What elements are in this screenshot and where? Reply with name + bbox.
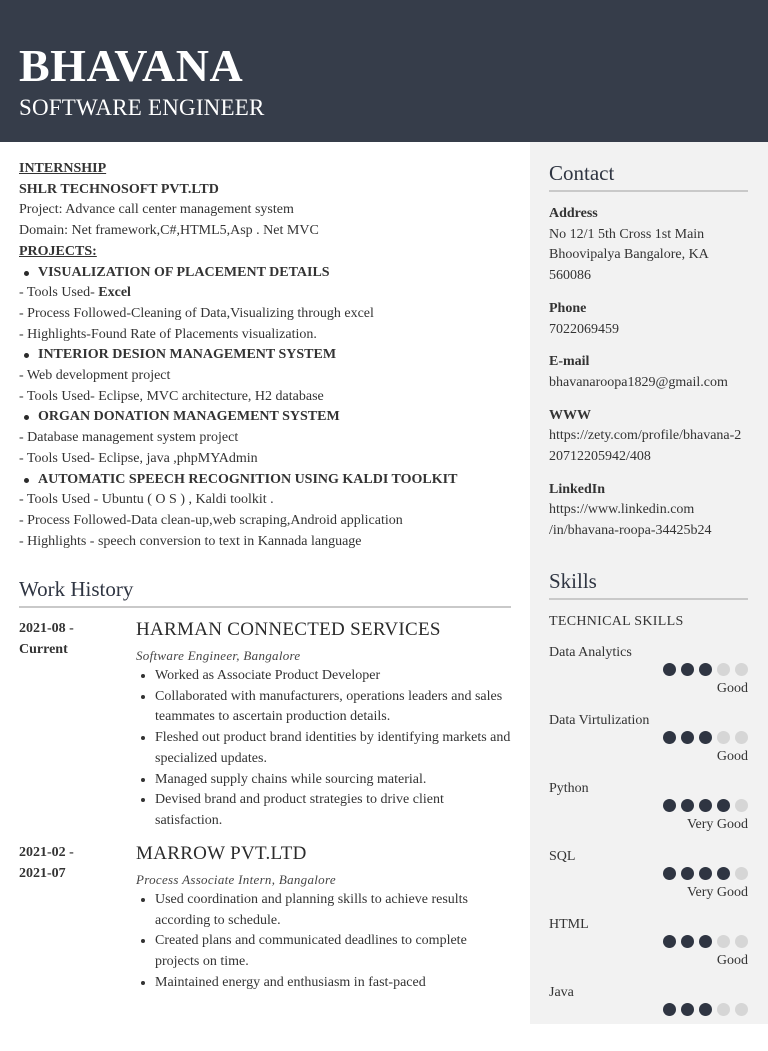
rating-dot-filled: [699, 1003, 712, 1016]
technical-skills-subtitle: TECHNICAL SKILLS: [549, 613, 684, 629]
rating-dot-filled: [699, 935, 712, 948]
rating-dot-filled: [681, 731, 694, 744]
rating-dot-empty: [717, 731, 730, 744]
skill-item: [549, 983, 748, 1051]
resume-header: [0, 0, 768, 142]
linkedin-label: LinkedIn: [549, 481, 606, 497]
job-company: HARMAN CONNECTED SERVICES: [136, 619, 441, 640]
project-detail: - Web development project: [19, 368, 171, 384]
internship-company: SHLR TECHNOSOFT PVT.LTD: [19, 181, 219, 197]
job-date-end: 2021-07: [19, 865, 66, 881]
internship-heading: INTERNSHIP: [19, 161, 107, 176]
project-title: AUTOMATIC SPEECH RECOGNITION USING KALDI TOOLKIT: [19, 470, 511, 491]
skill-name: HTML: [549, 916, 589, 932]
address-value: No 12/1 5th Cross 1st Main Bhoovipalya Bangalore, KA 560086: [549, 226, 709, 284]
www-link[interactable]: https://zety.com/profile/bhavana-220712205942/408: [549, 428, 742, 465]
skills-title: Skills: [549, 568, 748, 600]
job-bullet: • Collaborated with manufacturers, operations leaders and sales teammates to ascertain production details.: [155, 687, 511, 728]
skill-item: [549, 915, 748, 983]
job-date-end: Current: [19, 641, 68, 657]
rating-dot-empty: [735, 731, 748, 744]
rating-dot-filled: [699, 663, 712, 676]
project-detail: - Tools Used- Eclipse, MVC architecture, H2 database: [19, 388, 324, 404]
skills-list: [549, 643, 748, 1051]
job-bullet: • Managed supply chains while sourcing material.: [155, 770, 511, 791]
domain-line: Domain: Net framework,C#,HTML5,Asp . Net MVC: [19, 223, 319, 239]
job-date-start: 2021-02 -: [19, 845, 74, 860]
phone-value: 7022069459: [549, 321, 619, 337]
skill-item: [549, 847, 748, 915]
job-bullet: • Worked as Associate Product Developer: [155, 666, 511, 687]
skill-item: [549, 711, 748, 779]
rating-dot-filled: [681, 1003, 694, 1016]
skill-level: Good: [716, 680, 748, 696]
project-title: VISUALIZATION OF PLACEMENT DETAILS: [19, 263, 511, 284]
rating-dot-empty: [735, 663, 748, 676]
skill-level: Good: [716, 952, 748, 968]
project-title: INTERIOR DESION MANAGEMENT SYSTEM: [19, 345, 511, 366]
rating-dot-filled: [681, 867, 694, 880]
job-bullets: [136, 666, 511, 832]
rating-dot-empty: [735, 867, 748, 880]
address-label: Address: [549, 206, 598, 221]
skill-rating-dots: [658, 663, 748, 677]
job-role: Software Engineer, Bangalore: [136, 648, 301, 663]
rating-dot-filled: [717, 799, 730, 812]
job-date-start: 2021-08 -: [19, 621, 74, 636]
job-role: Process Associate Intern, Bangalore: [136, 872, 336, 887]
candidate-name: BHAVANA: [19, 40, 244, 91]
candidate-title: SOFTWARE ENGINEER: [19, 95, 265, 120]
rating-dot-filled: [663, 935, 676, 948]
rating-dot-filled: [681, 663, 694, 676]
work-history-title: Work History: [19, 576, 511, 608]
job-company: MARROW PVT.LTD: [136, 843, 307, 864]
rating-dot-filled: [699, 731, 712, 744]
rating-dot-filled: [681, 935, 694, 948]
project-title: ORGAN DONATION MANAGEMENT SYSTEM: [19, 407, 511, 428]
intro-section: [19, 159, 511, 552]
rating-dot-filled: [699, 799, 712, 812]
skill-name: Python: [549, 780, 589, 796]
www-label: WWW: [549, 407, 591, 423]
job-bullet: • Used coordination and planning skills to achieve results according to schedule.: [155, 890, 511, 931]
skill-rating-dots: [658, 935, 748, 949]
skill-rating-dots: [658, 731, 748, 745]
rating-dot-empty: [717, 1003, 730, 1016]
linkedin-link[interactable]: https://www.linkedin.com /in/bhavana-roopa-34425b24: [549, 502, 712, 539]
skill-name: Data Virtulization: [549, 712, 650, 728]
rating-dot-filled: [663, 731, 676, 744]
job-dates: [19, 843, 119, 884]
rating-dot-filled: [663, 867, 676, 880]
skill-rating-dots: [658, 799, 748, 813]
rating-dot-empty: [735, 1003, 748, 1016]
rating-dot-empty: [735, 799, 748, 812]
sidebar: [530, 142, 768, 1024]
skill-name: Java: [549, 984, 574, 1000]
rating-dot-filled: [663, 799, 676, 812]
email-label: E-mail: [549, 354, 590, 370]
project-detail: - Highlights - speech conversion to text in Kannada language: [19, 533, 362, 549]
projects-heading: PROJECTS:: [19, 243, 97, 259]
skill-rating-dots: [658, 1003, 748, 1017]
job-bullet: • Fleshed out product brand identities by identifying markets and specialized updates.: [155, 728, 511, 769]
skill-name: Data Analytics: [549, 644, 632, 660]
job-bullet: • Created plans and communicated deadlines to complete projects on time.: [155, 931, 511, 972]
skill-item: [549, 643, 748, 711]
job-bullet: • Devised brand and product strategies to drive client satisfaction.: [155, 790, 511, 831]
skill-item: [549, 779, 748, 847]
rating-dot-filled: [663, 1003, 676, 1016]
skill-name: SQL: [549, 848, 576, 864]
project-detail: - Highlights-Found Rate of Placements visualization.: [19, 326, 317, 342]
project-detail: - Tools Used- Eclipse, java ,phpMYAdmin: [19, 450, 258, 466]
project-detail: - Tools Used- Excel: [19, 285, 131, 301]
job-bullets: [136, 890, 511, 994]
job-dates: [19, 619, 119, 660]
project-detail: - Tools Used - Ubuntu ( O S ) , Kaldi toolkit .: [19, 492, 274, 508]
skill-level: Very Good: [686, 816, 748, 832]
rating-dot-empty: [735, 935, 748, 948]
email-value[interactable]: bhavanaroopa1829@gmail.com: [549, 374, 728, 390]
job-bullet: • Maintained energy and enthusiasm in fast-paced: [155, 973, 511, 994]
rating-dot-empty: [717, 935, 730, 948]
rating-dot-empty: [717, 663, 730, 676]
skill-level: Good: [716, 748, 748, 764]
project-detail: - Database management system project: [19, 430, 239, 446]
phone-label: Phone: [549, 300, 587, 316]
rating-dot-filled: [717, 867, 730, 880]
rating-dot-filled: [663, 663, 676, 676]
project-line: Project: Advance call center management system: [19, 202, 294, 218]
project-detail: - Process Followed-Cleaning of Data,Visualizing through excel: [19, 305, 374, 321]
project-detail: - Process Followed-Data clean-up,web scraping,Android application: [19, 512, 403, 528]
rating-dot-filled: [699, 867, 712, 880]
skill-rating-dots: [658, 867, 748, 881]
rating-dot-filled: [681, 799, 694, 812]
skill-level: Very Good: [686, 884, 748, 900]
contact-title: Contact: [549, 160, 748, 192]
